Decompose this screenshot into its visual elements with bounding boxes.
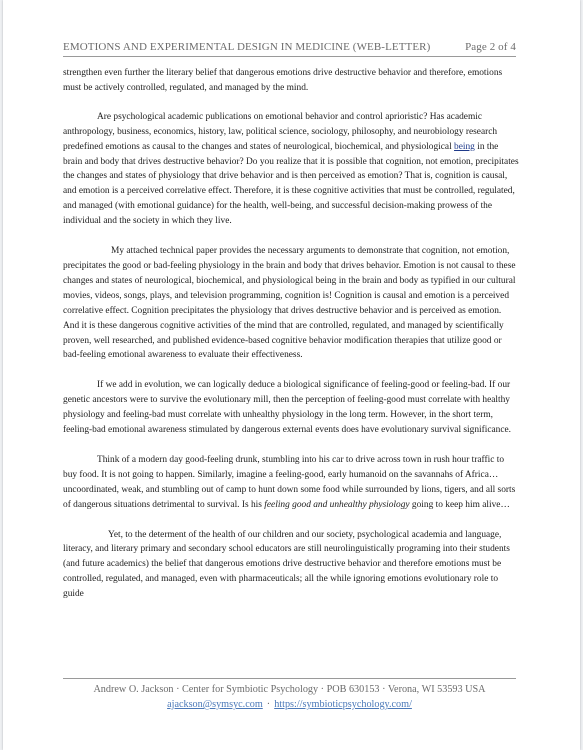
email-link[interactable]: ajackson@symsyc.com [167, 699, 263, 710]
paragraph: Are psychological academic publications on emotional behavior and control aprioristic? Has academic anthropology, business, economics, history, law, political science, sociology, philosophy, and neurobiology research predefined emotions as causal to the changes and states of neurological, biochemical, and physiological being in the brain and body that drives destructive behavior? Do you realize that it is possible that cognition, not emotion, precipitates the changes and states of physiology that drive behavior and is then perceived as emotion? That is, cognition is causal, and emotion is a perceived correlative effect. Therefore, it is these cognitive activities that must be controlled, regulated, and managed (with emotional guidance) for the health, well-being, and successful decision-making prowess of the individual and the society in which they live. [63, 111, 519, 227]
being-link[interactable]: being [454, 141, 475, 152]
emphasis-text: feeling good and unhealthy physiology [264, 499, 410, 510]
footer-address: Andrew O. Jackson · Center for Symbiotic Psychology · POB 630153 · Verona, WI 53593 USA [93, 684, 486, 695]
paragraph: Think of a modern day good-feeling drunk, stumbling into his car to drive across town in rush hour traffic to buy food. It is not going to happen. Similarly, imagine a feeling-good, early humanoid on the savannahs of Africa… uncoordinated, weak, and stumbling out of camp to hunt down some food while surrounded by lions, tigers, and all sorts of dangerous situations detrimental to survival. Is his feeling good and unhealthy physiology going to keep him alive… [63, 454, 516, 510]
paragraph-continuation: strengthen even further the literary belief that dangerous emotions drive destructive behavior and therefore, emotions must be actively controlled, regulated, and managed by the mind. [63, 68, 503, 93]
paragraph: Yet, to the determent of the health of our children and our society, psychological academia and language, literacy, and literary primary and secondary school educators are still neurolinguistically programing into their students (and future academics) the belief that dangerous emotions drive destructive behavior and therefore emotions must be controlled, regulated, and managed, even with pharmaceuticals; all the while ignoring emotions evolutionary role to guide [63, 529, 510, 600]
page-number: Page 2 of 4 [465, 41, 516, 53]
paragraph: If we add in evolution, we can logically deduce a biological significance of feeling-good or feeling-bad. If our genetic ancestors were to survive the evolutionary mill, then the perception of feeling-good must correlate with healthy physiology and feeling-bad must correlate with unhealthy physiology in the long term. However, in the short term, feeling-bad emotional awareness stimulated by dangerous external events does have evolutionary survival significance. [63, 380, 512, 436]
page-header [63, 40, 516, 57]
page-footer [63, 678, 516, 712]
paragraph: My attached technical paper provides the necessary arguments to demonstrate that cognition, not emotion, precipitates the good or bad-feeling physiology in the brain and body that drives behavior. Emotion is not causal to these changes and states of neurological, biochemical, and physiological being in the brain and body as typified in our cultural movies, videos, songs, plays, and television programming, cognition is! Cognition is causal and emotion is a perceived correlative effect. Cognition precipitates the physiology that drives destructive behavior and is perceived as emotion. And it is these dangerous cognitive activities of the mind that are controlled, regulated, and managed by scientifically proven, well researched, and published evidence-based cognitive behavior modification therapies that utilize good or bad-feeling emotional awareness to evaluate their effectiveness. [63, 246, 516, 361]
document-page [3, 0, 580, 750]
website-link[interactable]: https://symbioticpsychology.com/ [274, 699, 412, 710]
header-title: EMOTIONS AND EXPERIMENTAL DESIGN IN MEDICINE (WEB-LETTER) [63, 41, 431, 53]
letter-body [63, 66, 519, 617]
footer-separator: · [266, 699, 271, 710]
